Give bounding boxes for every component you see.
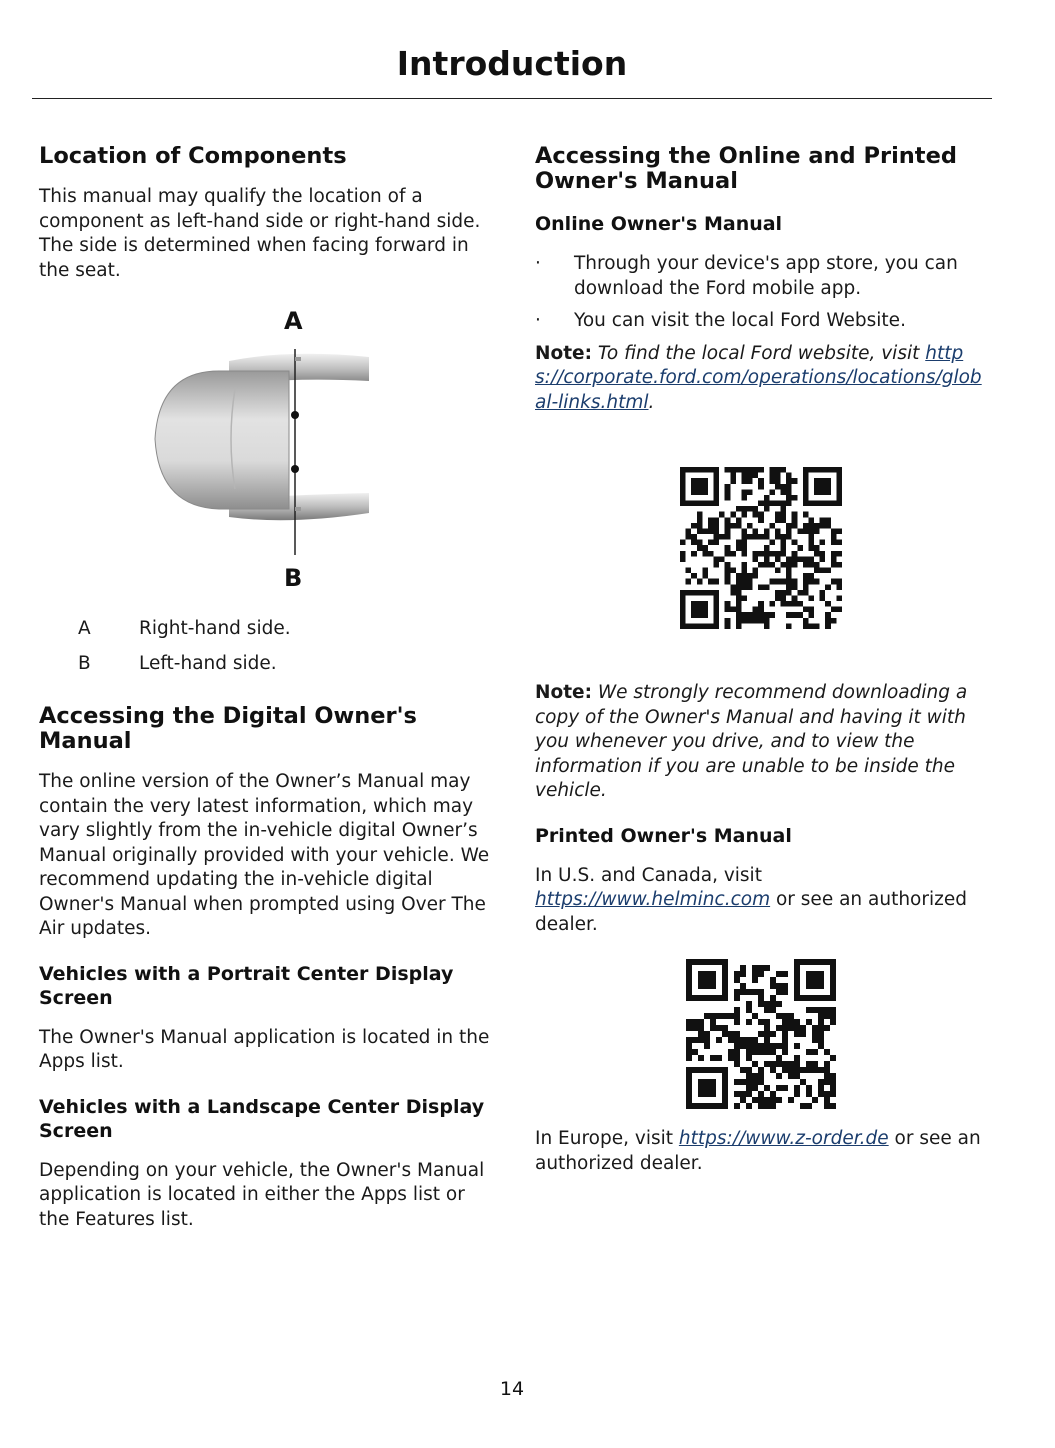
printed-eu-text: In Europe, visit — [535, 1128, 679, 1149]
printed-eu-text-end: or see an authorized dealer. — [535, 1128, 981, 1174]
digital-manual-heading: Accessing the Digital Owner's Manual — [39, 703, 417, 754]
list-item — [535, 252, 987, 301]
legend-key: B — [78, 653, 91, 674]
legend-key: A — [78, 618, 91, 639]
landscape-heading: Vehicles with a Landscape Center Display Screen — [39, 1095, 485, 1142]
bullet-text: Through your device's app store, you can download the Ford mobile app. — [574, 253, 958, 299]
qr-code-app-store[interactable] — [535, 467, 987, 629]
note-label: Note: — [535, 342, 592, 364]
right-column — [535, 140, 987, 1176]
qr-code-icon — [680, 467, 842, 629]
helminc-link[interactable]: https://www.helminc.com — [535, 889, 771, 910]
z-order-link[interactable]: https://www.z-order.de — [678, 1128, 889, 1149]
note-text: We strongly recommend downloading a copy of the Owner's Manual and having it with you whenever you drive, and to view the information if you are unable to be inside the vehicle. — [535, 682, 968, 801]
online-manual-heading: Online Owner's Manual — [535, 213, 783, 235]
printed-manual-heading: Printed Owner's Manual — [535, 824, 792, 847]
figure-label-b: B — [284, 564, 303, 592]
note-label: Note: — [535, 682, 592, 703]
printed-us-text: In U.S. and Canada, visit — [535, 864, 762, 886]
left-column — [39, 140, 491, 1232]
landscape-body: Depending on your vehicle, the Owner's Manual application is located in either the Apps list or the Features list. — [39, 1159, 485, 1230]
printed-us-canada — [535, 864, 987, 938]
online-printed-heading: Accessing the Online and Printed Owner's Manual — [535, 143, 957, 194]
legend-text: Left-hand side. — [139, 653, 277, 674]
bullet-icon: · — [535, 253, 541, 274]
qr-code-icon — [686, 959, 836, 1109]
page-title: Introduction — [396, 44, 628, 83]
vehicle-seat-diagram — [39, 299, 491, 599]
legend-text: Right-hand side. — [139, 618, 291, 639]
printed-us-text-end: or see an authorized dealer. — [535, 889, 967, 935]
location-heading: Location of Components — [39, 143, 347, 169]
digital-manual-body: The online version of the Owner’s Manual may contain the very latest information, which may vary slightly from the in-vehicle digital Owner’s Manual originally provided with your vehicle. We recommend updating the in-vehicle digital Owner's Manual when prompted using Over The Air updates. — [39, 771, 490, 939]
portrait-heading: Vehicles with a Portrait Center Display Screen — [39, 962, 454, 1009]
printed-europe — [535, 1127, 987, 1176]
location-body: This manual may qualify the location of a component as left-hand side or right-hand side. The side is determined when facing forward in the seat. — [39, 186, 481, 281]
note-text: To find the local Ford website, visit — [591, 342, 926, 364]
bullet-text: You can visit the local Ford Website. — [574, 310, 906, 331]
note-text-end: . — [648, 391, 655, 413]
bullet-icon: · — [535, 310, 541, 331]
legend-row — [39, 617, 491, 641]
title-divider — [32, 98, 992, 99]
portrait-body: The Owner's Manual application is located in the Apps list. — [39, 1026, 490, 1072]
online-bullet-list — [535, 252, 987, 334]
legend-row — [39, 652, 491, 676]
note-download-copy — [535, 681, 987, 804]
ford-global-links-link[interactable]: https://corporate.ford.com/operations/locations/global-links.html — [535, 342, 982, 413]
page-number: 14 — [499, 1378, 525, 1400]
qr-code-helminc[interactable] — [535, 959, 987, 1109]
list-item — [535, 309, 987, 334]
figure-label-a: A — [284, 307, 303, 335]
location-legend — [39, 617, 491, 676]
seat-illustration — [39, 299, 491, 599]
note-ford-website — [535, 342, 987, 416]
